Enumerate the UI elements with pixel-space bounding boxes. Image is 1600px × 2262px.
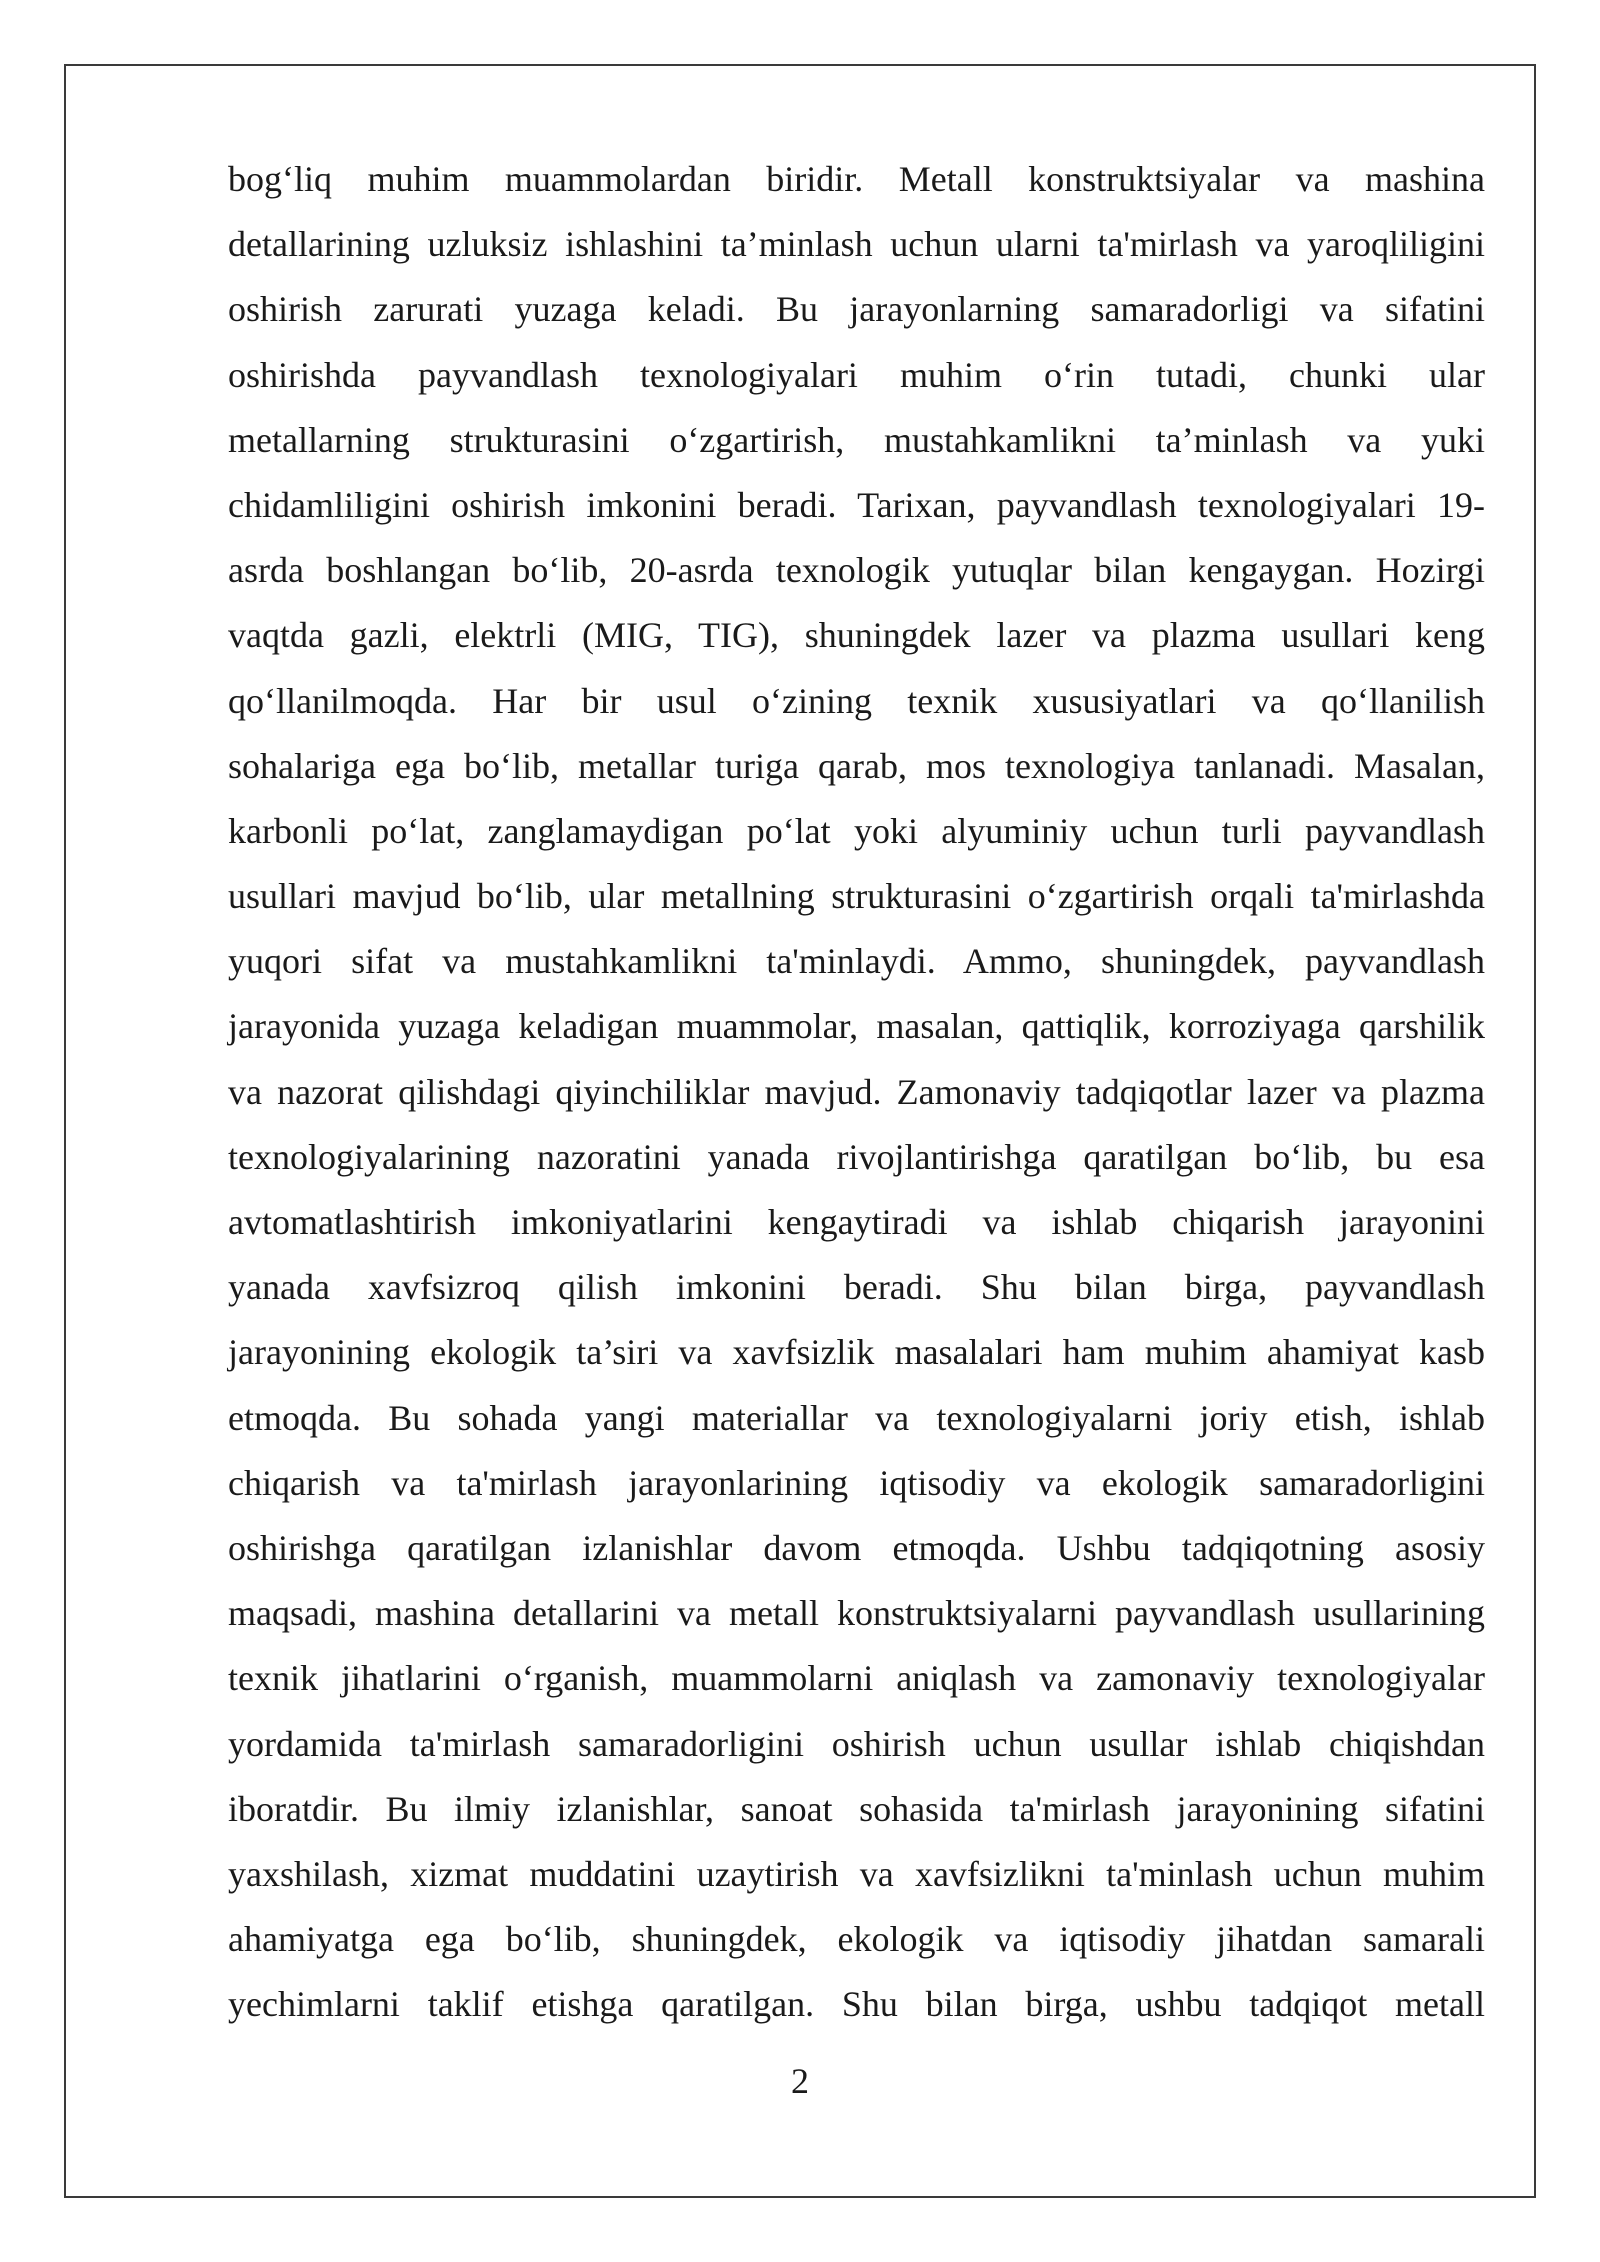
text-line: jarayonida yuzaga keladigan muammolar, masalan, qattiqlik, korroziyaga qarshilik bbox=[228, 1006, 1485, 1047]
text-line: chiqarish va ta'mirlash jarayonlarining iqtisodiy va ekologik samaradorligini bbox=[228, 1462, 1485, 1503]
text-line: usullari mavjud bo‘lib, ular metallning strukturasini o‘zgartirish orqali ta'mirlashda bbox=[228, 876, 1485, 917]
text-line: vaqtda gazli, elektrli (MIG, TIG), shuningdek lazer va plazma usullari keng bbox=[228, 615, 1485, 656]
text-line: yaxshilash, xizmat muddatini uzaytirish va xavfsizlikni ta'minlash uchun muhim bbox=[228, 1853, 1485, 1894]
text-line: texnik jihatlarini o‘rganish, muammolarni aniqlash va zamonaviy texnologiyalar bbox=[228, 1658, 1485, 1699]
text-line: va nazorat qilishdagi qiyinchiliklar mavjud. Zamonaviy tadqiqotlar lazer va plazma bbox=[228, 1071, 1485, 1112]
text-line: chidamliligini oshirish imkonini beradi. Tarixan, payvandlash texnologiyalari 19- bbox=[228, 484, 1485, 525]
text-line: oshirish zarurati yuzaga keladi. Bu jarayonlarning samaradorligi va sifatini bbox=[228, 289, 1485, 330]
text-line: karbonli po‘lat, zanglamaydigan po‘lat yoki alyuminiy uchun turli payvandlash bbox=[228, 810, 1485, 851]
text-line: oshirishda payvandlash texnologiyalari muhim o‘rin tutadi, chunki ular bbox=[228, 354, 1485, 395]
text-line: oshirishga qaratilgan izlanishlar davom etmoqda. Ushbu tadqiqotning asosiy bbox=[228, 1527, 1485, 1568]
text-line: qo‘llanilmoqda. Har bir usul o‘zining texnik xususiyatlari va qo‘llanilish bbox=[228, 680, 1485, 721]
page-number: 2 bbox=[791, 2061, 809, 2101]
text-line: detallarining uzluksiz ishlashini ta’minlash uchun ularni ta'mirlash va yaroqliligini bbox=[228, 224, 1485, 265]
text-line: iboratdir. Bu ilmiy izlanishlar, sanoat sohasida ta'mirlash jarayonining sifatini bbox=[228, 1788, 1485, 1829]
text-line: maqsadi, mashina detallarini va metall konstruktsiyalarni payvandlash usullarining bbox=[228, 1593, 1485, 1634]
text-line: sohalariga ega bo‘lib, metallar turiga qarab, mos texnologiya tanlanadi. Masalan, bbox=[228, 745, 1485, 786]
text-line: metallarning strukturasini o‘zgartirish, mustahkamlikni ta’minlash va yuki bbox=[228, 419, 1485, 460]
text-line: jarayonining ekologik ta’siri va xavfsizlik masalalari ham muhim ahamiyat kasb bbox=[228, 1332, 1485, 1373]
text-line: asrda boshlangan bo‘lib, 20-asrda texnologik yutuqlar bilan kengaygan. Hozirgi bbox=[228, 550, 1485, 591]
text-line: ahamiyatga ega bo‘lib, shuningdek, ekologik va iqtisodiy jihatdan samarali bbox=[228, 1919, 1485, 1960]
text-line: bog‘liq muhim muammolardan biridir. Metall konstruktsiyalar va mashina bbox=[228, 159, 1485, 199]
text-line: texnologiyalarining nazoratini yanada rivojlantirishga qaratilgan bo‘lib, bu esa bbox=[228, 1136, 1485, 1177]
text-line: yanada xavfsizroq qilish imkonini beradi. Shu bilan birga, payvandlash bbox=[228, 1267, 1485, 1308]
text-line: yechimlarni taklif etishga qaratilgan. Shu bilan birga, ushbu tadqiqot metall bbox=[228, 1984, 1485, 2025]
text-line: etmoqda. Bu sohada yangi materiallar va texnologiyalarni joriy etish, ishlab bbox=[228, 1397, 1485, 1438]
text-line: avtomatlashtirish imkoniyatlarini kengaytiradi va ishlab chiqarish jarayonini bbox=[228, 1202, 1485, 1242]
text-line: yordamida ta'mirlash samaradorligini oshirish uchun usullar ishlab chiqishdan bbox=[228, 1723, 1485, 1764]
text-line: yuqori sifat va mustahkamlikni ta'minlaydi. Ammo, shuningdek, payvandlash bbox=[228, 941, 1485, 982]
body-text bbox=[228, 147, 1485, 2037]
